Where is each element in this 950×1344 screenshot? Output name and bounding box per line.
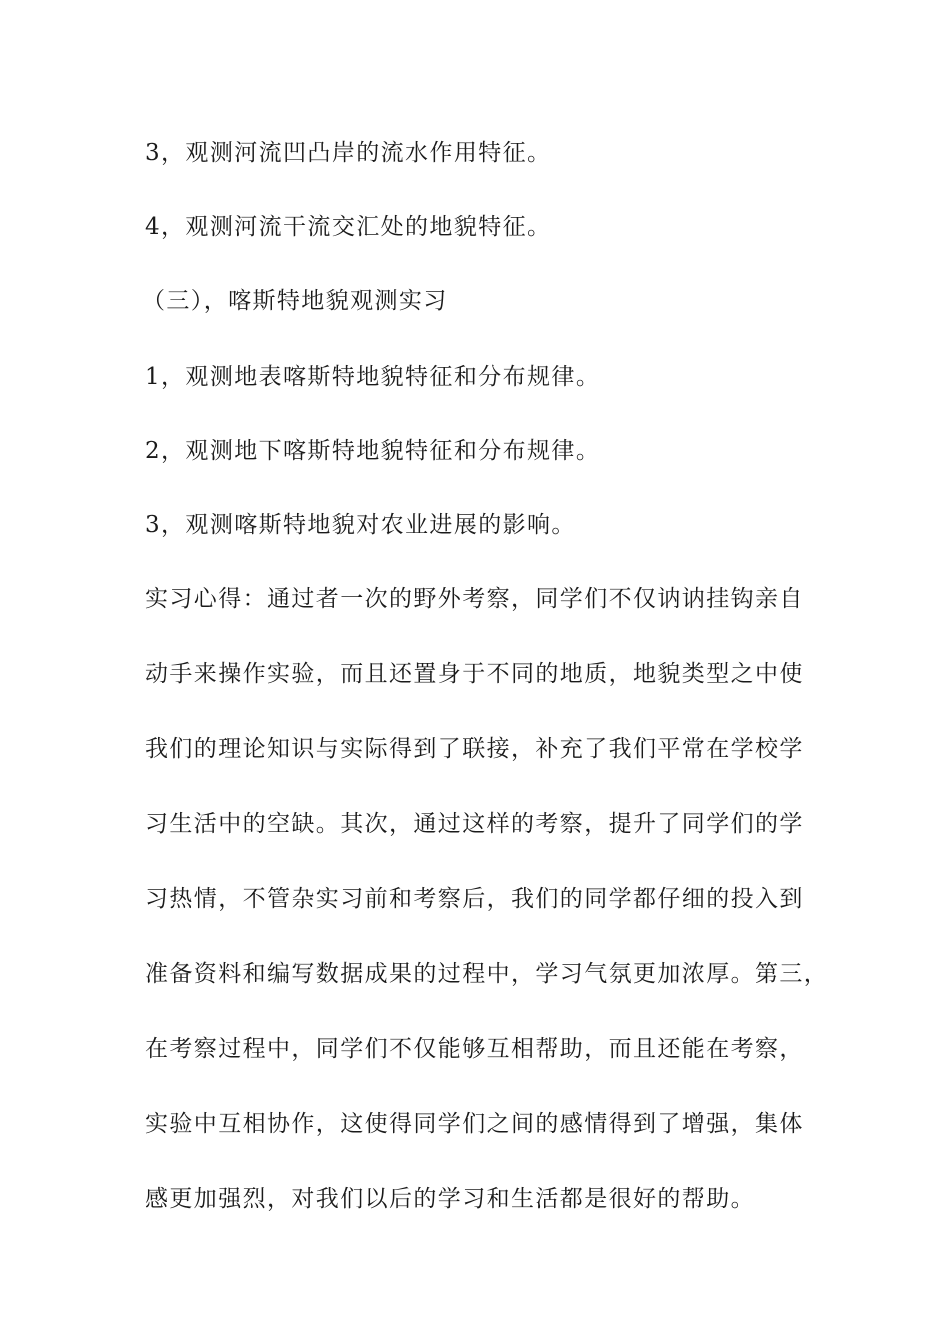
list-item: 3，观测河流凹凸岸的流水作用特征。 xyxy=(145,140,552,166)
paragraph-line: 实验中互相协作，这使得同学们之间的感情得到了增强，集体 xyxy=(145,1111,804,1137)
paragraph-line: 准备资料和编写数据成果的过程中，学习气氛更加浓厚。第三， xyxy=(145,961,829,987)
paragraph-line: 动手来操作实验，而且还置身于不同的地质，地貌类型之中使 xyxy=(145,661,804,687)
paragraph-line: 习热情，不管杂实习前和考察后，我们的同学都仔细的投入到 xyxy=(145,886,804,912)
section-heading: （三），喀斯特地貌观测实习 xyxy=(142,288,448,314)
list-item: 1，观测地表喀斯特地貌特征和分布规律。 xyxy=(145,364,601,390)
list-item: 3，观测喀斯特地貌对农业进展的影响。 xyxy=(145,512,576,538)
paragraph-line: 在考察过程中，同学们不仅能够互相帮助，而且还能在考察， xyxy=(145,1036,804,1062)
list-item: 4，观测河流干流交汇处的地貌特征。 xyxy=(145,214,552,240)
paragraph-line: 实习心得：通过者一次的野外考察，同学们不仅讷讷挂钩亲自 xyxy=(145,586,804,612)
paragraph-line: 我们的理论知识与实际得到了联接，补充了我们平常在学校学 xyxy=(145,736,804,762)
paragraph-line: 习生活中的空缺。其次，通过这样的考察，提升了同学们的学 xyxy=(145,811,804,837)
list-item: 2，观测地下喀斯特地貌特征和分布规律。 xyxy=(145,438,601,464)
paragraph-line: 感更加强烈，对我们以后的学习和生活都是很好的帮助。 xyxy=(145,1186,755,1212)
